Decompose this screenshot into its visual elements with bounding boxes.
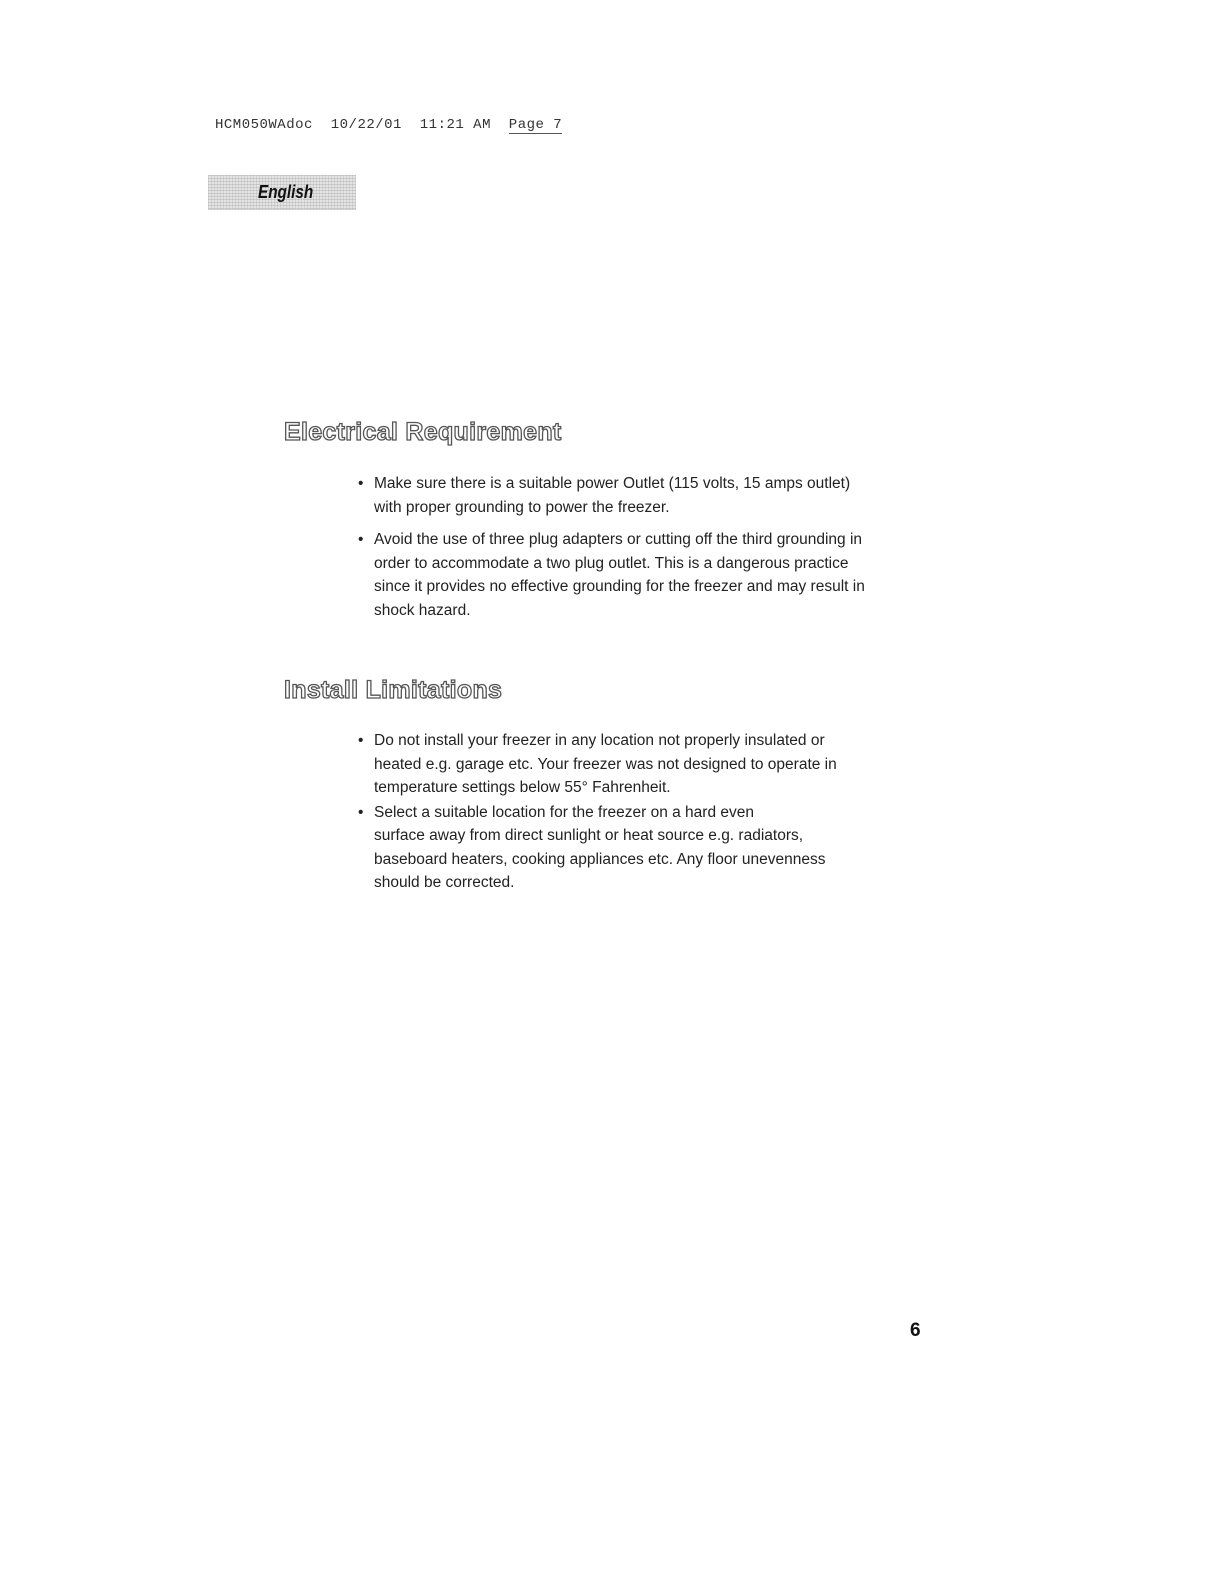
list-item — [358, 528, 865, 622]
list-item-line: with proper grounding to power the freezer. — [374, 498, 670, 516]
list-item-line: should be corrected. — [374, 874, 515, 891]
list-item — [358, 801, 837, 895]
install-limitations-list — [358, 729, 837, 895]
list-item-line: Do not install your freezer in any location not properly insulated or — [374, 732, 825, 749]
list-item-line: Make sure there is a suitable power Outlet (115 volts, 15 amps outlet) — [374, 475, 851, 492]
language-tab-label: English — [258, 182, 314, 202]
list-item-line: shock hazard. — [374, 601, 471, 619]
header-time: 11:21 AM — [419, 117, 491, 133]
header-page-label: Page 7 — [508, 117, 563, 133]
list-item-line: Avoid the use of three plug adapters or cutting off the third grounding in — [374, 531, 863, 548]
electrical-requirement-list — [358, 472, 865, 622]
page-number: 6 — [910, 1320, 921, 1341]
header-filename: HCM050WAdoc — [215, 117, 313, 133]
language-tab — [208, 175, 356, 210]
list-item-line: since it provides no effective grounding for the freezer and may result in — [374, 578, 865, 595]
list-item — [358, 472, 865, 519]
bullet-icon: • — [358, 803, 364, 821]
list-item — [358, 729, 837, 800]
bullet-icon: • — [358, 732, 364, 749]
list-item-line: temperature settings below 55° Fahrenheit. — [374, 779, 671, 796]
list-item-line: Select a suitable location for the freezer on a hard even — [374, 803, 754, 821]
list-item-line: surface away from direct sunlight or heat source e.g. radiators, — [374, 827, 804, 844]
header-date: 10/22/01 — [330, 117, 402, 133]
list-item-line: baseboard heaters, cooking appliances etc. Any floor unevenness — [374, 850, 826, 868]
list-item-line: order to accommodate a two plug outlet. This is a dangerous practice — [374, 554, 849, 572]
bullet-icon: • — [358, 475, 364, 492]
section-title-electrical-requirement: Electrical Requirement — [284, 418, 562, 446]
section-title-install-limitations: Install Limitations — [284, 676, 503, 704]
bullet-icon: • — [358, 531, 364, 548]
list-item-line: heated e.g. garage etc. Your freezer was not designed to operate in — [374, 755, 837, 773]
document-header — [215, 117, 562, 133]
